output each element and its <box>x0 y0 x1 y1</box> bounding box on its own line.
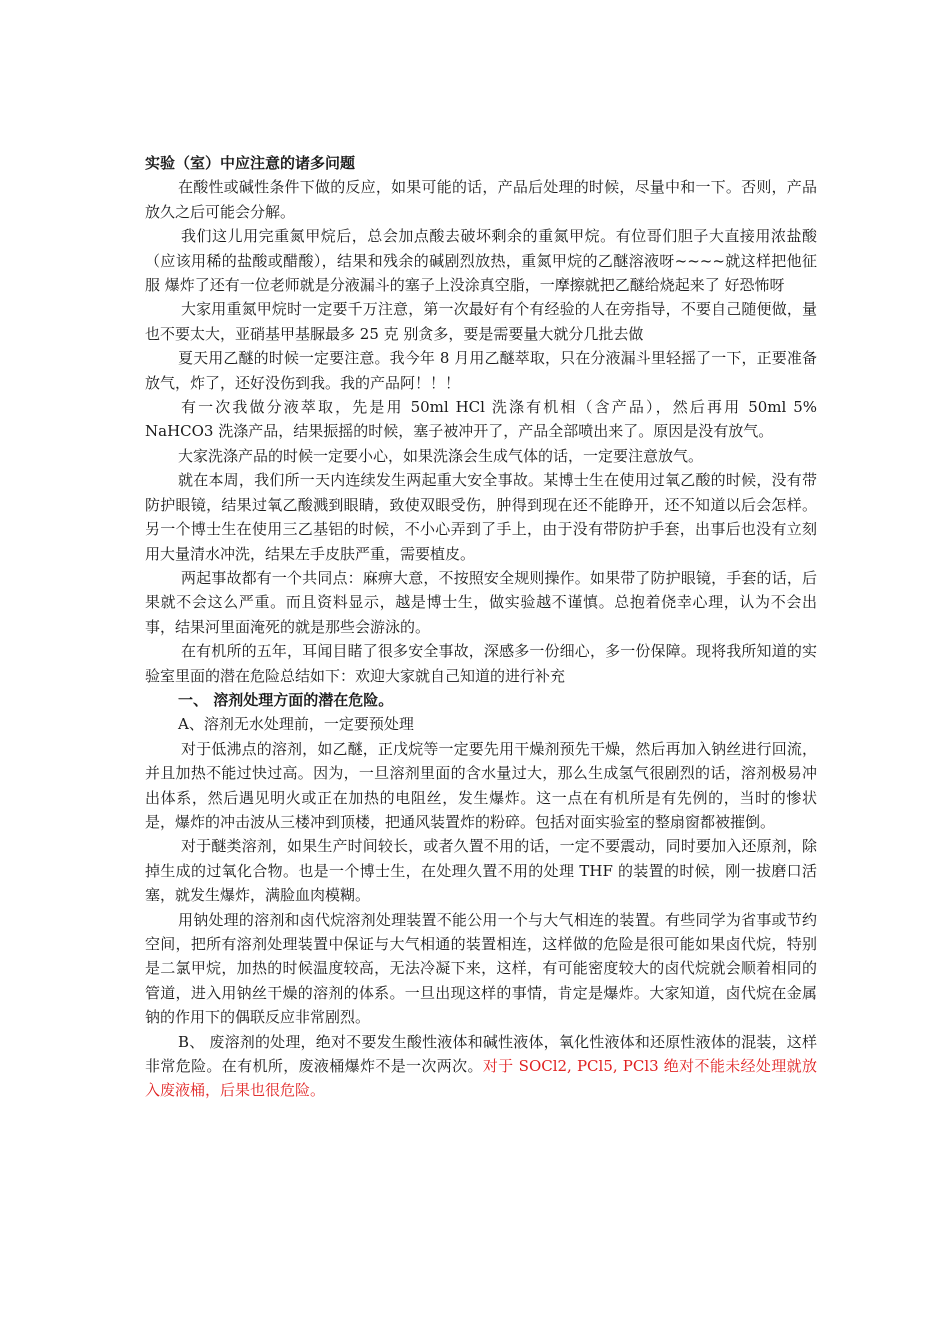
paragraph-waste-solvent <box>145 1030 817 1103</box>
paragraph-two-accidents: 就在本周，我们所一天内连续发生两起重大安全事故。某博士生在使用过氧乙酸的时候，没有带防护眼镜，结果过氧乙酸溅到眼睛，致使双眼受伤，肿得到现在还不能睁开，还不知道以后会怎样。另一个博士生在使用三乙基铝的时候，不小心弄到了手上，由于没有带防护手套，出事后也没有立刻用大量清水冲洗，结果左手皮肤严重，需要植皮。 <box>145 471 817 563</box>
waste-solvent-warning: 对于 SOCl2, PCl5, PCl3 绝对不能未经处理就放入废液桶，后果也很危险。 <box>145 1057 817 1100</box>
paragraph-low-boiling-solvent: 对于低沸点的溶剂，如乙醚，正戊烷等一定要先用干燥剂预先干燥，然后再加入钠丝进行回流，并且加热不能过快过高。因为，一旦溶剂里面的含水量过大，那么生成氢气很剧烈的话，溶剂极易冲出体系，然后遇见明火或正在加热的电阻丝，发生爆炸。这一点在有机所是有先例的，当时的惨状是，爆炸的冲击波从三楼冲到顶楼，把通风装置炸的粉碎。包括对面实验室的整扇窗都被摧倒。 <box>145 739 817 831</box>
subsection-a-heading: A、溶剂无水处理前，一定要预处理 <box>178 715 414 734</box>
paragraph-diazomethane-accident: 我们这儿用完重氮甲烷后，总会加点酸去破坏剩余的重氮甲烷。有位哥们胆子大直接用浓盐酸（应该用稀的盐酸或醋酸），结果和残余的碱剧烈放热，重氮甲烷的乙醚溶液呀~~~~就这样把他征服 爆炸了还有一位老师就是分液漏斗的塞子上没涂真空脂，一摩擦就把乙醚给烧起来了 好恐怖呀 <box>145 227 817 295</box>
paragraph-summary-intro: 在有机所的五年，耳闻目睹了很多安全事故，深感多一份细心，多一份保障。现将我所知道的实验室里面的潜在危险总结如下：欢迎大家就自己知道的进行补充 <box>145 642 817 685</box>
document-title: 实验（室）中应注意的诸多问题 <box>145 154 356 172</box>
paragraph-ether-peroxide: 对于醚类溶剂，如果生产时间较长，或者久置不用的话，一定不要震动，同时要加入还原剂，除掉生成的过氧化合物。也是一个博士生，在处理久置不用的处理 THF 的装置的时候，刚一拔磨口活塞，就发生爆炸，满脸血肉模糊。 <box>145 837 817 905</box>
paragraph-ether-summer: 夏天用乙醚的时候一定要注意。我今年 8 月用乙醚萃取，只在分液漏斗里轻摇了一下，正要准备放气，炸了，还好没伤到我。我的产品阿！！！ <box>145 349 817 392</box>
paragraph-neutralize: 在酸性或碱性条件下做的反应，如果可能的话，产品后处理的时候，尽量中和一下。否则，产品放久之后可能会分解。 <box>145 178 817 221</box>
paragraph-common-point: 两起事故都有一个共同点：麻痹大意，不按照安全规则操作。如果带了防护眼镜，手套的话，后果就不会这么严重。而且资料显示，越是博士生，做实验越不谨慎。总抱着侥幸心理，认为不会出事，结果河里面淹死的就是那些会游泳的。 <box>145 568 817 636</box>
paragraph-sodium-halide: 用钠处理的溶剂和卤代烷溶剂处理装置不能公用一个与大气相连的装置。有些同学为省事或节约空间，把所有溶剂处理装置中保证与大气相通的装置相连，这样做的危险是很可能如果卤代烷，特别是二氯甲烷，加热的时候温度较高，无法冷凝下来，这样，有可能密度较大的卤代烷就会顺着相同的管道，进入用钠丝干燥的溶剂的体系。一旦出现这样的事情，肯定是爆炸。大家知道，卤代烷在金属钠的作用下的偶联反应非常剧烈。 <box>145 910 817 1027</box>
paragraph-washing-caution: 大家洗涤产品的时候一定要小心，如果洗涤会生成气体的话，一定要注意放气。 <box>178 446 704 465</box>
paragraph-diazomethane-caution: 大家用重氮甲烷时一定要千万注意，第一次最好有个有经验的人在旁指导，不要自己随便做，量也不要太大，亚硝基甲基脲最多 25 克 别贪多，要是需要量大就分几批去做 <box>145 300 817 343</box>
document-page <box>145 151 817 1103</box>
waste-solvent-text: B、 废溶剂的处理，绝对不要发生酸性液体和碱性液体，氧化性液体和还原性液体的混装，这样非常危险。在有机所，废液桶爆炸不是一次两次。 <box>145 1032 817 1076</box>
section-heading-solvent: 一、 溶剂处理方面的潜在危险。 <box>178 690 394 709</box>
paragraph-extraction-accident: 有一次我做分液萃取，先是用 50ml HCl 洗涤有机相（含产品），然后再用 50ml 5% NaHCO3 洗涤产品，结果振摇的时候，塞子被冲开了，产品全部喷出来了。原因是没有放气。 <box>145 398 817 441</box>
